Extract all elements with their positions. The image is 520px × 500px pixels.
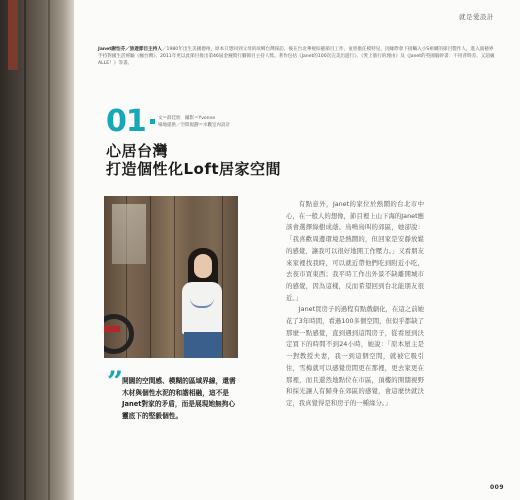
pull-quote: 開闊的空間感、模糊的區域界線，還需木材與個性水泥的和諧相融，這不是Janet對家的矛盾，而是展現她無拘心靈底下的堅毅個性。 [122, 377, 236, 420]
body-paragraph-1: 有點意外，Janet的家位於熱鬧的台北市中心，在一般人的想像，節目裡上山下海的Janet應該會選擇綠樹成蔭、鳥鳴鳥叫的郊區，她卻說：「我喜歡周邊環境是熱鬧的，但回家是安靜放鬆的感覺，讓我可以很好地開工作壓力。」又看朋友來家裡找我時，可以就近帶他們吃到附近小吃，去夜市買東西；我平時工作出外景不缺離開城市的感覺，因為這樣，反而希望回到台北能朋友很近。」 [286, 200, 424, 302]
article-credits [158, 116, 230, 129]
person-shirt [182, 282, 222, 334]
article-title-line-2: 打造個性化Loft居家空間 [106, 160, 282, 178]
plank-line [48, 0, 50, 500]
section-header: 就是愛設計 [459, 13, 494, 21]
bio-name: Janet謝怡芬／旅遊節目主持人 [98, 47, 162, 52]
window-light [112, 204, 146, 264]
page-number: 009 [489, 484, 504, 491]
bicycle-wheel-icon [104, 314, 134, 354]
adjacent-page-photo-edge [0, 0, 74, 500]
person-jeans [184, 332, 222, 358]
credits-line-1: 文＝薛佳欣 攝影＝Yvonne [158, 116, 216, 121]
article-title-line-1: 心居台灣 [106, 142, 169, 160]
wood-plank-line [222, 196, 223, 358]
portrait-photo [104, 196, 238, 358]
quote-mark-icon: ” [107, 365, 124, 398]
bicycle-frame [104, 326, 120, 332]
accent-square-icon [150, 119, 155, 124]
credits-line-2: 場地提供／空間規劃＝水觀室內設計 [158, 122, 230, 128]
author-bio [98, 46, 496, 67]
wood-plank-line [150, 196, 151, 358]
wood-plank-line [174, 196, 175, 358]
body-paragraph-2: Janet買房子的過程有點戲劇化，在這之前她花了3年時間，看過100多個空間，但似乎都缺了那麼一點感覺，直到遇到這間房子，從看屋到決定買下的時間不到24小時，她說：「原本屋主是一對教授夫妻，我一到這個空間，就被它吸引住，雪梅就可以感覺房間更在那裡，更去家更在那裡，而且還然地點位在市區，頂樓的開闊視野和採光讓人有歸身在郊區的感覺，會這麼快就決定，我真覺得是和房子的一種緣分。」 [286, 305, 424, 407]
bio-text: ／1980年出生美國德州，原本只想回到父母的故鄉台灣探訪，後在台北華視綜藝節目工作，並曾擔任模特兒，因緣際會下接觸入小S祖爾的節目製作人，進入演藝界手持對國生活經驗《瘋台灣》，2011年更以此節目推出第46屆金鐘獎行腳節目主持人獎。著作包括《Janet的100次完美出遊行》、《愛上旅行的理由》及《Janet的英國腦幹書：不用背時差、又超級ALLE！》等書。 [98, 47, 495, 66]
magazine-page [74, 0, 520, 500]
rust-stripe [8, 0, 18, 70]
plank-line [24, 0, 26, 500]
article-number: 01 [106, 104, 146, 139]
body-column [286, 199, 424, 410]
person-face [194, 254, 212, 278]
